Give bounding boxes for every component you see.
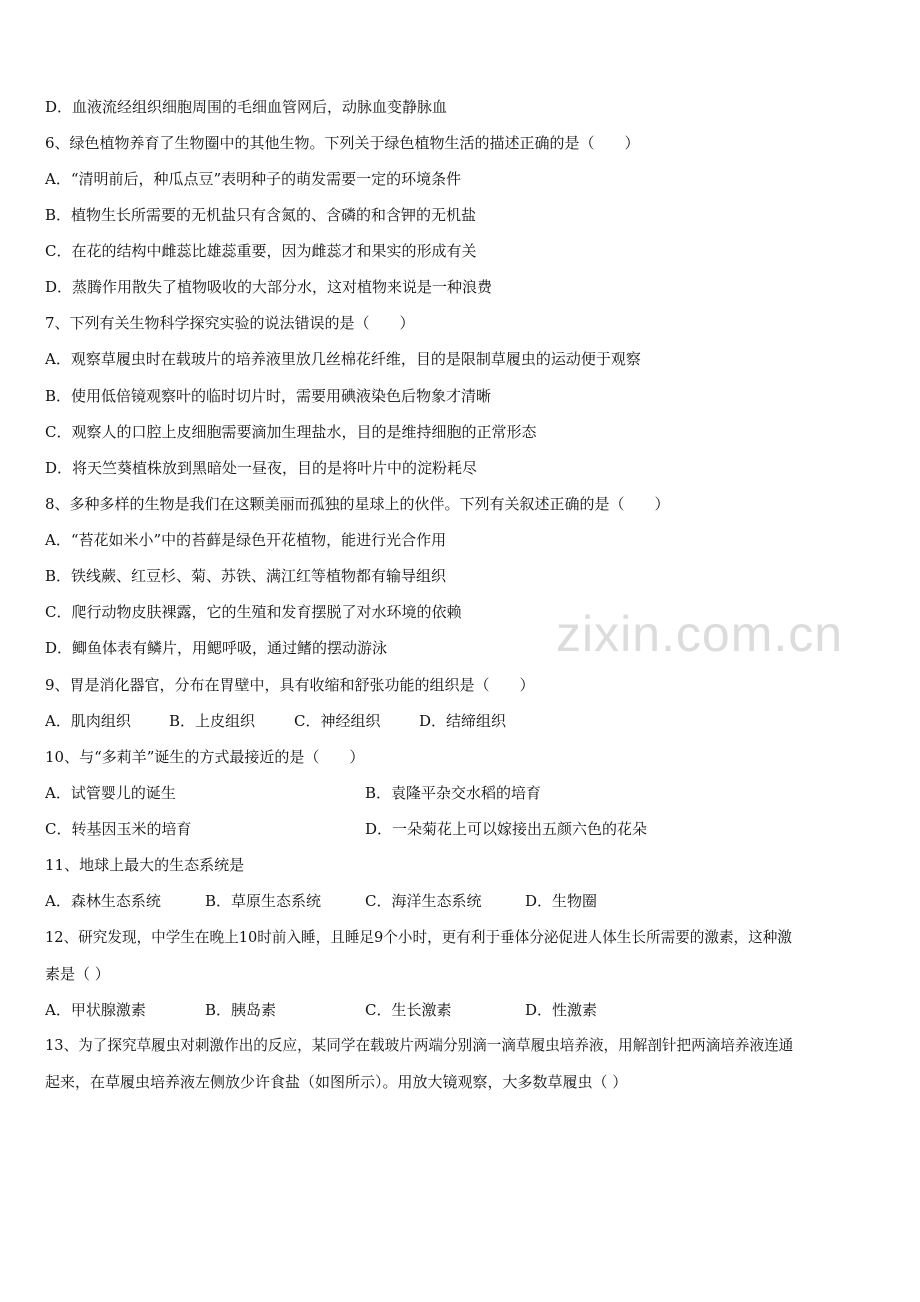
q12-option-d: D．性激素	[525, 1001, 598, 1019]
q7-option-c: C．观察人的口腔上皮细胞需要滴加生理盐水，目的是维持细胞的正常形态	[45, 423, 537, 441]
q11-option-b: B．草原生态系统	[205, 892, 322, 910]
q9-option-c: C．神经组织	[294, 712, 381, 730]
q9-option-b: B．上皮组织	[169, 712, 256, 730]
q11-options	[45, 891, 845, 911]
q8-stem: 8、多种多样的生物是我们在这颗美丽而孤独的星球上的伙伴。下列有关叙述正确的是（ ）	[45, 495, 670, 513]
q9-option-d: D．结缔组织	[419, 712, 507, 730]
q12-option-c: C．生长激素	[365, 1001, 452, 1019]
q9-option-a: A．肌肉组织	[45, 712, 131, 730]
q12-option-b: B．胰岛素	[205, 1001, 277, 1019]
q6-stem: 6、绿色植物养育了生物圈中的其他生物。下列关于绿色植物生活的描述正确的是（ ）	[45, 134, 640, 152]
q7-stem: 7、下列有关生物科学探究实验的说法错误的是（ ）	[45, 314, 415, 332]
q9-options	[45, 711, 845, 731]
watermark: zixin.com.cn	[556, 606, 844, 662]
q12-stem-line2: 素是（ ）	[45, 965, 110, 983]
q8-option-d: D．鲫鱼体表有鳞片，用鳃呼吸，通过鳍的摆动游泳	[45, 639, 388, 657]
q6-option-d: D．蒸腾作用散失了植物吸收的大部分水，这对植物来说是一种浪费	[45, 278, 493, 296]
q13-stem-line2: 起来，在草履虫培养液左侧放少许食盐（如图所示）。用放大镜观察，大多数草履虫（ ）	[45, 1073, 628, 1091]
q12-stem-line1: 12、研究发现，中学生在晚上10时前入睡，且睡足9个小时，更有利于垂体分泌促进人体生长所需要的激素，这种激	[45, 929, 792, 946]
q8-option-c: C．爬行动物皮肤裸露，它的生殖和发育摆脱了对水环境的依赖	[45, 603, 462, 621]
q8-option-a: A．“苔花如米小”中的苔藓是绿色开花植物，能进行光合作用	[45, 531, 447, 549]
q12-option-a: A．甲状腺激素	[45, 1001, 146, 1019]
q10-option-c: C．转基因玉米的培育	[45, 820, 192, 838]
q11-option-c: C．海洋生态系统	[365, 892, 482, 910]
q6-option-c: C．在花的结构中雌蕊比雄蕊重要，因为雌蕊才和果实的形成有关	[45, 242, 477, 260]
q11-option-a: A．森林生态系统	[45, 892, 161, 910]
q6-option-b: B．植物生长所需要的无机盐只有含氮的、含磷的和含钾的无机盐	[45, 206, 477, 224]
q13-stem-line1: 13、为了探究草履虫对刺激作出的反应，某同学在载玻片两端分别滴一滴草履虫培养液，用解剖针把两滴培养液连通	[45, 1037, 794, 1054]
q5-option-d: D．血液流经组织细胞周围的毛细血管网后，动脉血变静脉血	[45, 98, 448, 116]
q8-option-b: B．铁线蕨、红豆杉、菊、苏铁、满江红等植物都有输导组织	[45, 567, 447, 585]
q10-stem: 10、与“多莉羊”诞生的方式最接近的是（ ）	[45, 748, 365, 766]
q11-option-d: D．生物圈	[525, 892, 598, 910]
q10-option-a: A．试管婴儿的诞生	[45, 784, 176, 802]
q10-option-d: D．一朵菊花上可以嫁接出五颜六色的花朵	[365, 820, 648, 838]
q12-options	[45, 1000, 845, 1020]
q10-options-row1	[45, 783, 845, 803]
q7-option-a: A．观察草履虫时在载玻片的培养液里放几丝棉花纤维，目的是限制草履虫的运动便于观察	[45, 350, 641, 368]
q7-option-b: B．使用低倍镜观察叶的临时切片时，需要用碘液染色后物象才清晰	[45, 387, 492, 405]
q9-stem: 9、胃是消化器官，分布在胃壁中，具有收缩和舒张功能的组织是（ ）	[45, 676, 535, 694]
q11-stem: 11、地球上最大的生态系统是	[45, 856, 245, 874]
q6-option-a: A．“清明前后，种瓜点豆”表明种子的萌发需要一定的环境条件	[45, 170, 462, 188]
q10-options-row2	[45, 819, 845, 839]
q10-option-b: B．袁隆平杂交水稻的培育	[365, 784, 542, 802]
q7-option-d: D．将天竺葵植株放到黑暗处一昼夜，目的是将叶片中的淀粉耗尽	[45, 459, 478, 477]
